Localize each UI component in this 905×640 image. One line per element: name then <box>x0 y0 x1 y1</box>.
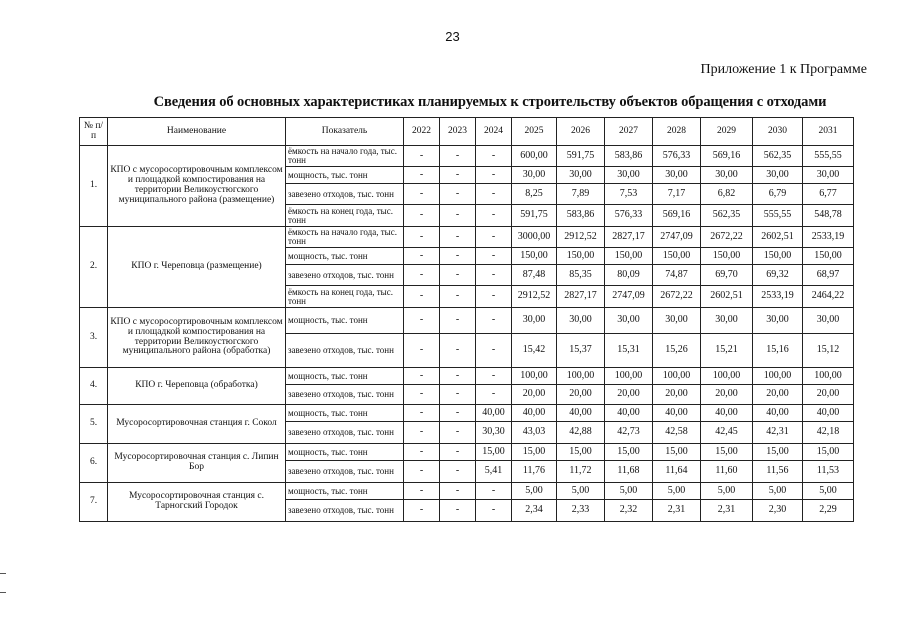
header-year: 2022 <box>404 118 440 146</box>
indicator-cell: мощность, тыс. тонн <box>286 405 404 422</box>
value-cell: - <box>404 483 440 500</box>
value-cell: 2,31 <box>653 500 701 522</box>
indicator-cell: завезено отходов, тыс. тонн <box>286 184 404 205</box>
value-cell: 2747,09 <box>605 286 653 308</box>
appendix-label: Приложение 1 к Программе <box>700 62 867 77</box>
value-cell: 5,00 <box>701 483 753 500</box>
value-cell: 150,00 <box>653 248 701 265</box>
value-cell: - <box>440 227 476 248</box>
value-cell: - <box>476 248 512 265</box>
value-cell: 150,00 <box>557 248 605 265</box>
value-cell: 591,75 <box>557 146 605 167</box>
indicator-cell: мощность, тыс. тонн <box>286 248 404 265</box>
value-cell: - <box>440 368 476 385</box>
value-cell: 2,32 <box>605 500 653 522</box>
value-cell: 74,87 <box>653 265 701 286</box>
value-cell: 40,00 <box>753 405 803 422</box>
value-cell: 2602,51 <box>753 227 803 248</box>
row-number: 3. <box>80 308 108 368</box>
value-cell: 20,00 <box>803 385 854 405</box>
value-cell: 30,00 <box>753 308 803 334</box>
value-cell: - <box>404 385 440 405</box>
value-cell: 15,16 <box>753 334 803 368</box>
value-cell: 7,53 <box>605 184 653 205</box>
value-cell: 2602,51 <box>701 286 753 308</box>
value-cell: - <box>476 167 512 184</box>
value-cell: 15,00 <box>753 444 803 461</box>
row-number: 1. <box>80 146 108 227</box>
value-cell: 15,00 <box>512 444 557 461</box>
value-cell: - <box>404 167 440 184</box>
value-cell: - <box>404 248 440 265</box>
value-cell: 40,00 <box>605 405 653 422</box>
value-cell: 30,00 <box>653 167 701 184</box>
value-cell: 548,78 <box>803 205 854 227</box>
value-cell: 20,00 <box>512 385 557 405</box>
header-year: 2026 <box>557 118 605 146</box>
value-cell: 7,89 <box>557 184 605 205</box>
value-cell: 5,00 <box>605 483 653 500</box>
value-cell: 30,00 <box>512 308 557 334</box>
value-cell: - <box>476 286 512 308</box>
value-cell: 42,88 <box>557 422 605 444</box>
value-cell: - <box>404 334 440 368</box>
value-cell: 15,37 <box>557 334 605 368</box>
value-cell: 100,00 <box>803 368 854 385</box>
header-year: 2027 <box>605 118 653 146</box>
value-cell: - <box>476 205 512 227</box>
value-cell: 85,35 <box>557 265 605 286</box>
value-cell: - <box>476 500 512 522</box>
value-cell: 11,53 <box>803 461 854 483</box>
facility-name: КПО г. Череповца (обработка) <box>108 368 286 405</box>
value-cell: 42,31 <box>753 422 803 444</box>
value-cell: - <box>404 308 440 334</box>
value-cell: - <box>440 286 476 308</box>
value-cell: - <box>440 444 476 461</box>
value-cell: 2827,17 <box>605 227 653 248</box>
value-cell: 15,21 <box>701 334 753 368</box>
value-cell: 555,55 <box>803 146 854 167</box>
value-cell: 15,00 <box>653 444 701 461</box>
value-cell: - <box>440 167 476 184</box>
value-cell: 15,00 <box>803 444 854 461</box>
value-cell: 2,34 <box>512 500 557 522</box>
value-cell: 20,00 <box>653 385 701 405</box>
value-cell: - <box>440 265 476 286</box>
value-cell: 150,00 <box>512 248 557 265</box>
value-cell: 100,00 <box>557 368 605 385</box>
value-cell: - <box>476 368 512 385</box>
value-cell: 2827,17 <box>557 286 605 308</box>
value-cell: 562,35 <box>701 205 753 227</box>
facility-name: Мусоросортировочная станция с. Тарногский Городок <box>108 483 286 522</box>
value-cell: 555,55 <box>753 205 803 227</box>
header-year: 2028 <box>653 118 701 146</box>
value-cell: - <box>476 184 512 205</box>
value-cell: - <box>476 334 512 368</box>
value-cell: 15,00 <box>701 444 753 461</box>
value-cell: - <box>404 444 440 461</box>
header-row <box>80 118 854 146</box>
value-cell: 40,00 <box>557 405 605 422</box>
indicator-cell: мощность, тыс. тонн <box>286 368 404 385</box>
indicator-cell: завезено отходов, тыс. тонн <box>286 334 404 368</box>
value-cell: 7,17 <box>653 184 701 205</box>
value-cell: - <box>440 500 476 522</box>
value-cell: 100,00 <box>653 368 701 385</box>
value-cell: - <box>440 308 476 334</box>
value-cell: 87,48 <box>512 265 557 286</box>
value-cell: 2672,22 <box>653 286 701 308</box>
value-cell: 11,56 <box>753 461 803 483</box>
facility-name: КПО г. Череповца (размещение) <box>108 227 286 308</box>
value-cell: 20,00 <box>605 385 653 405</box>
value-cell: 2912,52 <box>557 227 605 248</box>
margin-mark <box>0 573 6 593</box>
value-cell: - <box>440 405 476 422</box>
value-cell: - <box>404 146 440 167</box>
indicator-cell: мощность, тыс. тонн <box>286 444 404 461</box>
value-cell: 5,00 <box>653 483 701 500</box>
row-number: 6. <box>80 444 108 483</box>
value-cell: 5,00 <box>512 483 557 500</box>
value-cell: 15,00 <box>476 444 512 461</box>
value-cell: - <box>440 334 476 368</box>
value-cell: 100,00 <box>753 368 803 385</box>
value-cell: 30,00 <box>753 167 803 184</box>
value-cell: 6,77 <box>803 184 854 205</box>
indicator-cell: ёмкость на конец года, тыс. тонн <box>286 286 404 308</box>
indicator-cell: мощность, тыс. тонн <box>286 167 404 184</box>
value-cell: 11,60 <box>701 461 753 483</box>
value-cell: - <box>404 265 440 286</box>
value-cell: - <box>404 461 440 483</box>
value-cell: - <box>404 227 440 248</box>
table-row <box>80 227 854 248</box>
facility-name: КПО с мусоросортировочным комплексом и площадкой компостирования на территории Великоустюгского муниципального района (размещение) <box>108 146 286 227</box>
table-row <box>80 483 854 500</box>
value-cell: - <box>476 227 512 248</box>
row-number: 5. <box>80 405 108 444</box>
value-cell: 40,00 <box>512 405 557 422</box>
value-cell: - <box>440 248 476 265</box>
indicator-cell: мощность, тыс. тонн <box>286 308 404 334</box>
value-cell: 30,00 <box>557 308 605 334</box>
value-cell: 2,29 <box>803 500 854 522</box>
value-cell: 569,16 <box>653 205 701 227</box>
table-row <box>80 368 854 385</box>
indicator-cell: ёмкость на конец года, тыс. тонн <box>286 205 404 227</box>
value-cell: 2,31 <box>701 500 753 522</box>
value-cell: 2,33 <box>557 500 605 522</box>
value-cell: 30,00 <box>605 167 653 184</box>
value-cell: - <box>404 368 440 385</box>
header-year: 2023 <box>440 118 476 146</box>
indicator-cell: завезено отходов, тыс. тонн <box>286 265 404 286</box>
page-number: 23 <box>445 29 460 44</box>
header-year: 2031 <box>803 118 854 146</box>
value-cell: 100,00 <box>701 368 753 385</box>
value-cell: 20,00 <box>557 385 605 405</box>
table-row <box>80 405 854 422</box>
header-year: 2029 <box>701 118 753 146</box>
value-cell: 2672,22 <box>701 227 753 248</box>
value-cell: 15,31 <box>605 334 653 368</box>
value-cell: 6,79 <box>753 184 803 205</box>
value-cell: 8,25 <box>512 184 557 205</box>
header-year: 2030 <box>753 118 803 146</box>
indicator-cell: завезено отходов, тыс. тонн <box>286 422 404 444</box>
value-cell: 20,00 <box>701 385 753 405</box>
value-cell: 576,33 <box>605 205 653 227</box>
row-number: 4. <box>80 368 108 405</box>
table-row <box>80 146 854 167</box>
value-cell: 42,45 <box>701 422 753 444</box>
value-cell: 5,00 <box>557 483 605 500</box>
value-cell: 2,30 <box>753 500 803 522</box>
value-cell: 5,00 <box>803 483 854 500</box>
value-cell: 2533,19 <box>803 227 854 248</box>
indicator-cell: мощность, тыс. тонн <box>286 483 404 500</box>
value-cell: 3000,00 <box>512 227 557 248</box>
value-cell: - <box>440 483 476 500</box>
characteristics-table <box>79 117 854 522</box>
header-year: 2024 <box>476 118 512 146</box>
value-cell: - <box>404 184 440 205</box>
value-cell: 40,00 <box>653 405 701 422</box>
value-cell: 42,18 <box>803 422 854 444</box>
indicator-cell: ёмкость на начало года, тыс. тонн <box>286 146 404 167</box>
value-cell: 569,16 <box>701 146 753 167</box>
value-cell: 15,26 <box>653 334 701 368</box>
value-cell: - <box>404 500 440 522</box>
value-cell: - <box>476 483 512 500</box>
value-cell: - <box>404 405 440 422</box>
value-cell: 42,73 <box>605 422 653 444</box>
value-cell: 30,00 <box>701 308 753 334</box>
table-row <box>80 444 854 461</box>
value-cell: - <box>440 205 476 227</box>
value-cell: - <box>440 461 476 483</box>
indicator-cell: завезено отходов, тыс. тонн <box>286 461 404 483</box>
value-cell: 2464,22 <box>803 286 854 308</box>
value-cell: 576,33 <box>653 146 701 167</box>
value-cell: 2747,09 <box>653 227 701 248</box>
value-cell: 68,97 <box>803 265 854 286</box>
value-cell: - <box>440 184 476 205</box>
value-cell: - <box>440 385 476 405</box>
header-year: 2025 <box>512 118 557 146</box>
value-cell: 2533,19 <box>753 286 803 308</box>
table-title: Сведения об основных характеристиках планируемых к строительству объектов обращения с отходами <box>153 94 827 110</box>
value-cell: 2912,52 <box>512 286 557 308</box>
value-cell: 150,00 <box>701 248 753 265</box>
value-cell: 11,72 <box>557 461 605 483</box>
value-cell: 30,00 <box>605 308 653 334</box>
value-cell: - <box>476 146 512 167</box>
value-cell: 30,00 <box>803 167 854 184</box>
value-cell: 40,00 <box>803 405 854 422</box>
facility-name: КПО с мусоросортировочным комплексом и площадкой компостирования на территории Великоустюгского муниципального района (обработка) <box>108 308 286 368</box>
value-cell: 15,12 <box>803 334 854 368</box>
value-cell: 5,41 <box>476 461 512 483</box>
value-cell: 15,42 <box>512 334 557 368</box>
value-cell: 583,86 <box>605 146 653 167</box>
header-num: № п/п <box>80 118 108 146</box>
value-cell: 20,00 <box>753 385 803 405</box>
value-cell: 40,00 <box>476 405 512 422</box>
value-cell: 80,09 <box>605 265 653 286</box>
value-cell: 11,68 <box>605 461 653 483</box>
value-cell: 600,00 <box>512 146 557 167</box>
value-cell: 100,00 <box>512 368 557 385</box>
value-cell: 150,00 <box>753 248 803 265</box>
value-cell: 69,32 <box>753 265 803 286</box>
value-cell: 40,00 <box>701 405 753 422</box>
indicator-cell: завезено отходов, тыс. тонн <box>286 500 404 522</box>
value-cell: 150,00 <box>605 248 653 265</box>
value-cell: 15,00 <box>605 444 653 461</box>
value-cell: 11,76 <box>512 461 557 483</box>
value-cell: - <box>404 286 440 308</box>
value-cell: 6,82 <box>701 184 753 205</box>
value-cell: 562,35 <box>753 146 803 167</box>
value-cell: 11,64 <box>653 461 701 483</box>
facility-name: Мусоросортировочная станция с. Липин Бор <box>108 444 286 483</box>
value-cell: 42,58 <box>653 422 701 444</box>
value-cell: 30,00 <box>557 167 605 184</box>
value-cell: 30,00 <box>512 167 557 184</box>
value-cell: - <box>476 308 512 334</box>
value-cell: 591,75 <box>512 205 557 227</box>
row-number: 7. <box>80 483 108 522</box>
value-cell: - <box>440 146 476 167</box>
value-cell: 583,86 <box>557 205 605 227</box>
indicator-cell: завезено отходов, тыс. тонн <box>286 385 404 405</box>
value-cell: 30,30 <box>476 422 512 444</box>
value-cell: 30,00 <box>701 167 753 184</box>
value-cell: - <box>404 205 440 227</box>
indicator-cell: ёмкость на начало года, тыс. тонн <box>286 227 404 248</box>
value-cell: 150,00 <box>803 248 854 265</box>
value-cell: - <box>476 265 512 286</box>
value-cell: 5,00 <box>753 483 803 500</box>
value-cell: 69,70 <box>701 265 753 286</box>
value-cell: 43,03 <box>512 422 557 444</box>
table-row <box>80 308 854 334</box>
row-number: 2. <box>80 227 108 308</box>
facility-name: Мусоросортировочная станция г. Сокол <box>108 405 286 444</box>
value-cell: - <box>440 422 476 444</box>
header-indicator: Показатель <box>286 118 404 146</box>
value-cell: 30,00 <box>653 308 701 334</box>
value-cell: 15,00 <box>557 444 605 461</box>
header-name: Наименование <box>108 118 286 146</box>
value-cell: 100,00 <box>605 368 653 385</box>
value-cell: - <box>476 385 512 405</box>
value-cell: 30,00 <box>803 308 854 334</box>
value-cell: - <box>404 422 440 444</box>
